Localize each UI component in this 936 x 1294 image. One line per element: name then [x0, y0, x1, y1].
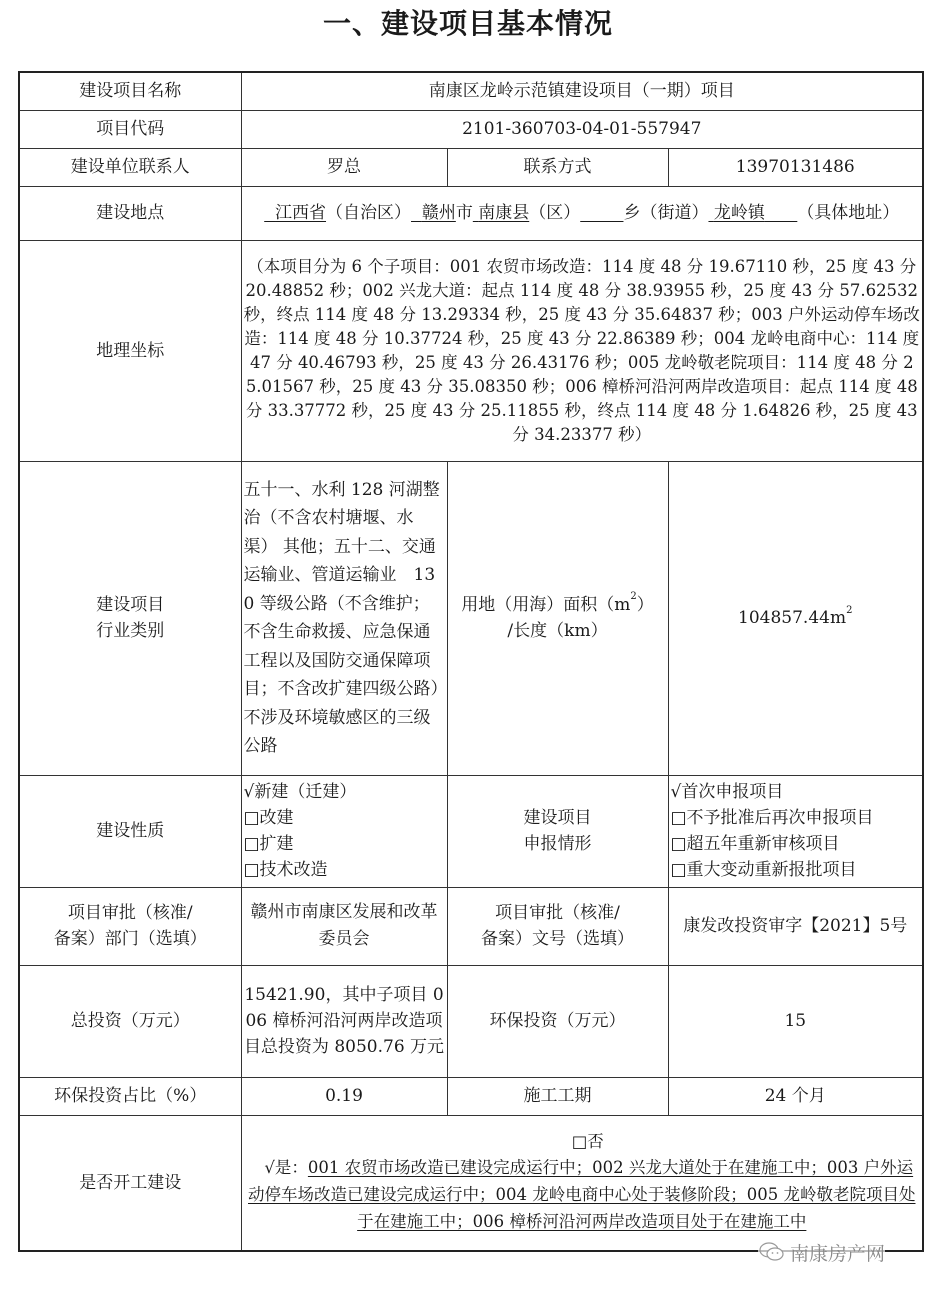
value-contact: 罗总 [241, 148, 447, 186]
value-project-code: 2101-360703-04-01-557947 [241, 110, 923, 148]
label-nature: 建设性质 [19, 775, 241, 887]
label-project-name: 建设项目名称 [19, 72, 241, 110]
value-started [241, 1115, 923, 1251]
label-approval-doc: 项目审批（核准/ 备案）文号（选填） [447, 887, 668, 965]
label-project-code: 项目代码 [19, 110, 241, 148]
label-period: 施工工期 [447, 1077, 668, 1115]
row-started [19, 1115, 923, 1251]
label-coordinates: 地理坐标 [19, 240, 241, 461]
location-county: 南康县 [478, 203, 530, 223]
label-env-ratio: 环保投资占比（%） [19, 1077, 241, 1115]
value-location: 江西省（自治区） 赣州市 南康县（区） 乡（街道） 龙岭镇 （具体地址） [241, 186, 923, 240]
checkbox-tech-upgrade[interactable]: □技术改造 [243, 860, 328, 880]
watermark [758, 1238, 885, 1266]
row-coordinates [19, 240, 923, 461]
checkbox-rebuild[interactable]: □改建 [243, 808, 294, 828]
value-approval-doc: 康发改投资审字【2021】5号 [668, 887, 923, 965]
value-approval-dept: 赣州市南康区发展和改革委员会 [241, 887, 447, 965]
value-industry: 五十一、水利 128 河湖整治（不含农村塘堰、水渠） 其他；五十二、交通运输业、管道运输业 130 等级公路（不含维护；不含生命救援、应急保通工程以及国防交通保障项目；不含改扩建四级公路）不涉及环境敏感区的三级公路 [241, 461, 447, 775]
project-info-table [18, 71, 924, 1252]
row-location [19, 186, 923, 240]
declare-options [668, 775, 923, 887]
checkbox-new-build[interactable]: √新建（迁建） [243, 782, 357, 802]
label-phone: 联系方式 [447, 148, 668, 186]
row-approval [19, 887, 923, 965]
label-contact: 建设单位联系人 [19, 148, 241, 186]
wechat-icon [758, 1240, 786, 1264]
value-coordinates: （本项目分为 6 个子项目：001 农贸市场改造：114 度 48 分 19.67110 秒，25 度 43 分 20.48852 秒；002 兴龙大道：起点 114 度 48 分 38.93955 秒，25 度 43 分 57.62532 秒，终点 114 度 48 分 13.29334 秒，25 度 43 分 35.64837 秒；003 户外运动停车场改造：114 度 48 分 10.37724 秒，25 度 43 分 22.86389 秒；004 龙岭电商中心：114 度 47 分 40.46793 秒，25 度 43 分 26.43176 秒；005 龙岭敬老院项目：114 度 48 分 25.01567 秒，25 度 43 分 35.08350 秒；006 樟桥河沿河两岸改造项目：起点 114 度 48 分 33.37772 秒，25 度 43 分 25.11855 秒，终点 114 度 48 分 1.64826 秒，25 度 43 分 34.23377 秒） [241, 240, 923, 461]
location-province: 江西省 [275, 203, 327, 223]
value-phone: 13970131486 [668, 148, 923, 186]
row-nature [19, 775, 923, 887]
checkbox-started[interactable]: √是： [264, 1158, 308, 1178]
row-investment [19, 965, 923, 1077]
checkbox-not-started[interactable]: □否 [571, 1132, 604, 1152]
checkbox-expand[interactable]: □扩建 [243, 834, 294, 854]
label-industry: 建设项目 行业类别 [19, 461, 241, 775]
row-project-code [19, 110, 923, 148]
started-detail: 001 农贸市场改造已建设完成运行中；002 兴龙大道处于在建施工中；003 户外运动停车场改造已建设完成运行中；004 龙岭电商中心处于装修阶段；005 龙岭敬老院项目处于在建施工中；006 樟桥河沿河两岸改造项目处于在建施工中 [248, 1158, 916, 1232]
location-city: 赣州 [421, 203, 456, 223]
label-area: 用地（用海）面积$(m^2)$ /长度（km） [447, 461, 668, 775]
value-project-name: 南康区龙岭示范镇建设项目（一期）项目 [241, 72, 923, 110]
row-project-name [19, 72, 923, 110]
value-area: $104857.44m^2$ [668, 461, 923, 775]
value-env-ratio: 0.19 [241, 1077, 447, 1115]
row-industry [19, 461, 923, 775]
checkbox-five-year-review[interactable]: □超五年重新审核项目 [670, 834, 840, 854]
checkbox-redeclare[interactable]: □不予批准后再次申报项目 [670, 808, 874, 828]
row-ratio [19, 1077, 923, 1115]
value-investment: 15421.90，其中子项目 006 樟桥河沿河两岸改造项目总投资为 8050.76 万元 [241, 965, 447, 1077]
row-contact [19, 148, 923, 186]
section-title: 一、建设项目基本情况 [322, 7, 613, 40]
label-location: 建设地点 [19, 186, 241, 240]
checkbox-first-declare[interactable]: √首次申报项目 [670, 782, 784, 802]
value-period: 24 个月 [668, 1077, 923, 1115]
location-town: 龙岭镇 [713, 203, 765, 223]
label-approval-dept: 项目审批（核准/ 备案）部门（选填） [19, 887, 241, 965]
label-investment: 总投资（万元） [19, 965, 241, 1077]
value-env-investment: 15 [668, 965, 923, 1077]
label-env-investment: 环保投资（万元） [447, 965, 668, 1077]
checkbox-major-change[interactable]: □重大变动重新报批项目 [670, 860, 857, 880]
label-declare: 建设项目 申报情形 [447, 775, 668, 887]
location-township [580, 203, 623, 223]
label-started: 是否开工建设 [19, 1115, 241, 1251]
nature-options [241, 775, 447, 887]
watermark-text: 南康房产网 [790, 1242, 886, 1265]
